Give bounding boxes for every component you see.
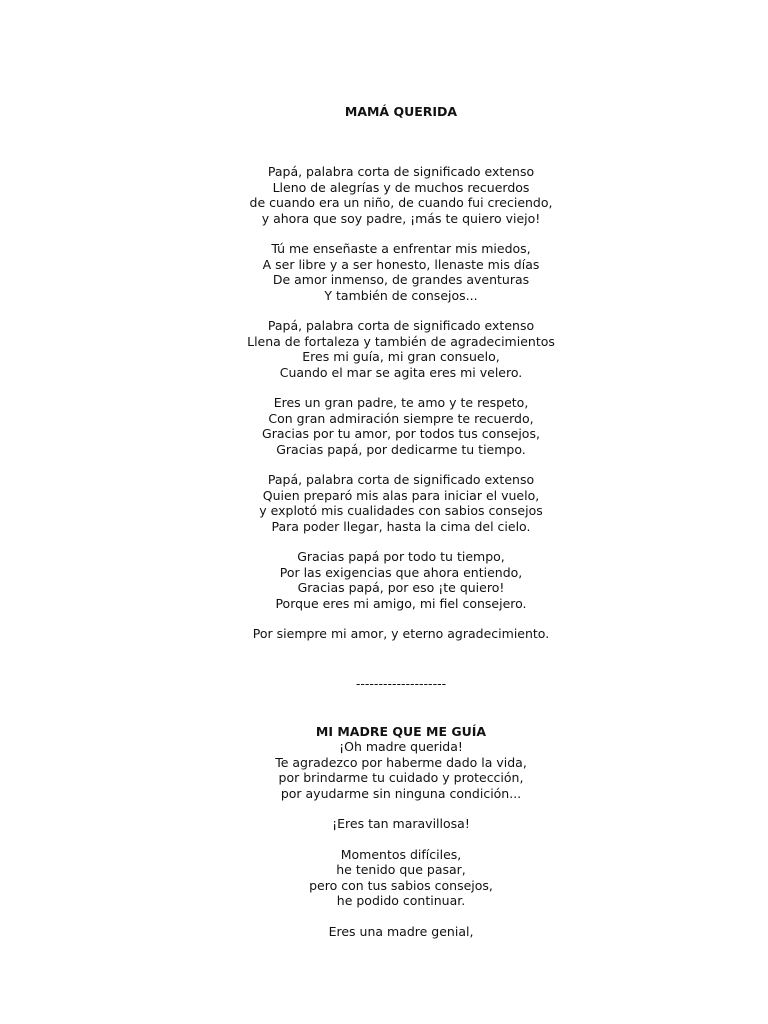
poem-line: pero con tus sabios consejos, xyxy=(309,877,493,893)
poem-line: Llena de fortaleza y también de agradecimientos xyxy=(247,333,555,349)
section-separator: -------------------- xyxy=(355,676,447,691)
poem-line: Te agradezco por haberme dado la vida, xyxy=(275,754,527,770)
poem-line: he tenido que pasar, xyxy=(336,862,466,877)
poem-2-title: MI MADRE QUE ME GUÍA xyxy=(315,724,487,739)
poem-line: ¡Oh madre querida! xyxy=(339,739,463,754)
poem-line: Lleno de alegrías y de muchos recuerdos xyxy=(272,179,530,195)
poem-1-stanza xyxy=(0,626,768,642)
poem-1-stanza xyxy=(0,241,768,303)
poem-line: Momentos difíciles, xyxy=(340,846,462,862)
poem-1-title: MAMÁ QUERIDA xyxy=(344,104,458,119)
poem-line: Papá, palabra corta de significado extenso xyxy=(267,472,535,487)
poem-line: Gracias por tu amor, por todos tus consejos, xyxy=(262,426,540,441)
poem-1-stanza xyxy=(0,164,768,226)
poem-line: De amor inmenso, de grandes aventuras xyxy=(272,272,530,287)
poem-line: Papá, palabra corta de significado extenso xyxy=(267,318,535,333)
poem-line: Papá, palabra corta de significado extenso xyxy=(267,164,535,179)
poem-2-stanza xyxy=(0,924,768,940)
poem-line: Eres un gran padre, te amo y te respeto, xyxy=(273,395,529,410)
poem-line: Por siempre mi amor, y eterno agradecimiento. xyxy=(252,626,550,641)
poem-1-stanza xyxy=(0,318,768,380)
poem-2-stanza xyxy=(0,739,768,801)
poem-line: de cuando era un niño, de cuando fui creciendo, xyxy=(249,195,553,210)
poem-line: Porque eres mi amigo, mi fiel consejero. xyxy=(275,595,527,611)
poem-line: Tú me enseñaste a enfrentar mis miedos, xyxy=(271,241,531,256)
poem-line: Por las exigencias que ahora entiendo, xyxy=(279,564,523,580)
poem-line: y explotó mis cualidades con sabios consejos xyxy=(259,503,543,518)
poem-line: ¡Eres tan maravillosa! xyxy=(332,816,470,831)
poem-line: Gracias papá, por dedicarme tu tiempo. xyxy=(276,441,526,457)
poem-2-body xyxy=(0,739,768,954)
poem-line: Gracias papá por todo tu tiempo, xyxy=(297,549,505,564)
poem-1-body xyxy=(0,164,768,657)
poem-line: Quien preparó mis alas para iniciar el vuelo, xyxy=(262,487,540,503)
poem-line: y ahora que soy padre, ¡más te quiero viejo! xyxy=(261,210,541,226)
poem-line: Cuando el mar se agita eres mi velero. xyxy=(279,364,523,380)
poem-1-stanza xyxy=(0,472,768,534)
poem-line: por ayudarme sin ninguna condición... xyxy=(280,785,522,801)
poem-line: Eres una madre genial, xyxy=(328,923,474,939)
poem-line: Gracias papá, por eso ¡te quiero! xyxy=(297,580,505,595)
poem-2-stanza xyxy=(0,816,768,832)
poem-2-stanza xyxy=(0,847,768,909)
poem-line: por brindarme tu cuidado y protección, xyxy=(278,770,524,785)
poem-line: A ser libre y a ser honesto, llenaste mis días xyxy=(262,256,540,272)
poem-line: Con gran admiración siempre te recuerdo, xyxy=(268,410,534,426)
poem-line: Eres mi guía, mi gran consuelo, xyxy=(302,349,500,364)
poem-line: he podido continuar. xyxy=(336,893,466,908)
poem-line: Para poder llegar, hasta la cima del cielo. xyxy=(271,518,531,534)
poem-1-stanza xyxy=(0,395,768,457)
poem-line: Y también de consejos... xyxy=(324,287,478,303)
poem-1-stanza xyxy=(0,549,768,611)
